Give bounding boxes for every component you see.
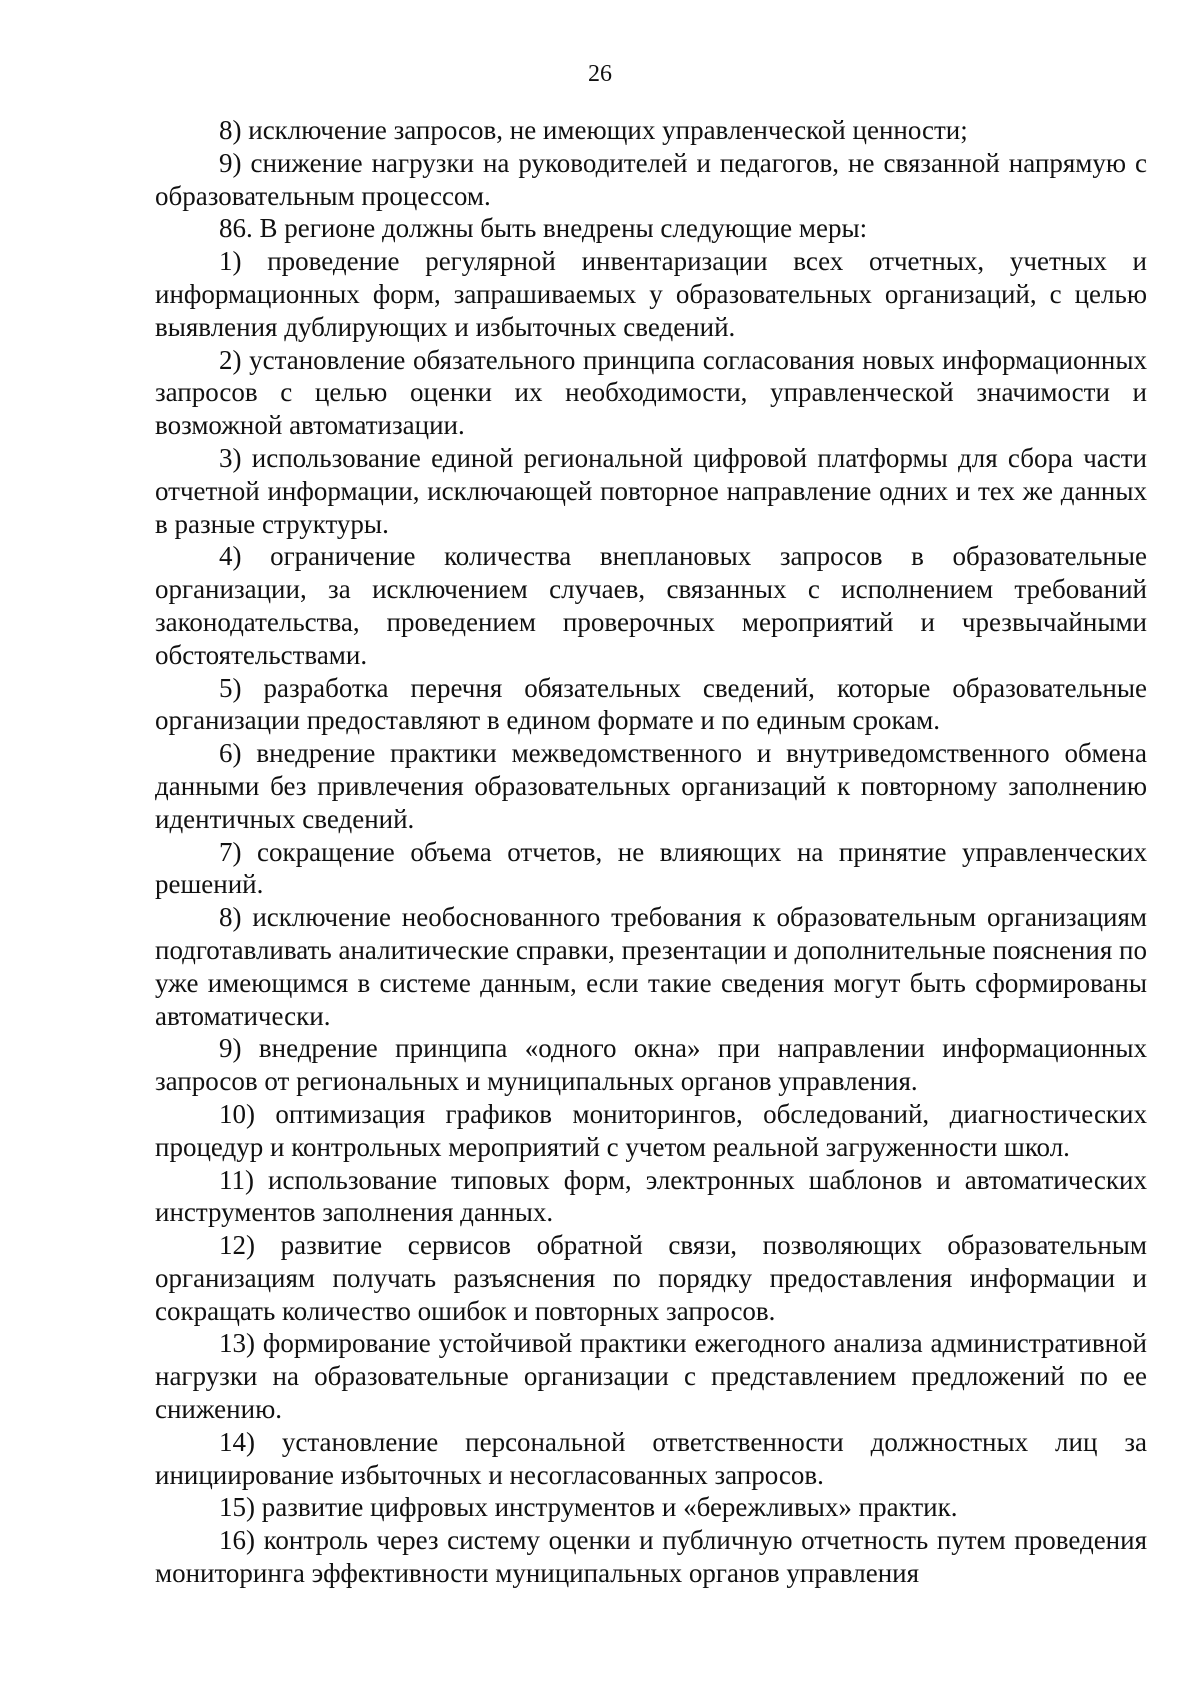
measure-12: 12) развитие сервисов обратной связи, позволяющих образовательным организациям получать разъяснения по порядку предоставления информации и сокращать количество ошибок и повторных запросов. — [155, 1230, 1147, 1326]
measure-14: 14) установление персональной ответственности должностных лиц за инициирование избыточных и несогласованных запросов. — [155, 1426, 1147, 1490]
measure-4: 4) ограничение количества внеплановых запросов в образовательные организации, за исключением случаев, связанных с исполнением требований законодательства, проведением проверочных мероприятий и чрезвычайными обстоятельствами. — [155, 541, 1147, 670]
measure-13: 13) формирование устойчивой практики ежегодного анализа административной нагрузки на образовательные организации с представлением предложений по ее снижению. — [155, 1328, 1147, 1425]
document-body — [155, 114, 1147, 1590]
measure-7: 7) сокращение объема отчетов, не влияющих на принятие управленческих решений. — [155, 836, 1147, 900]
paragraph-86-heading: 86. В регионе должны быть внедрены следующие меры: — [219, 213, 868, 244]
measure-15: 15) развитие цифровых инструментов и «бережливых» практик. — [219, 1492, 958, 1523]
measure-16: 16) контроль через систему оценки и публичную отчетность путем проведения мониторинга эффективности муниципальных органов управления — [155, 1525, 1147, 1589]
measure-6: 6) внедрение практики межведомственного и внутриведомственного обмена данными без привлечения образовательных организаций к повторному заполнению идентичных сведений. — [155, 738, 1147, 834]
measure-11: 11) использование типовых форм, электронных шаблонов и автоматических инструментов заполнения данных. — [155, 1164, 1147, 1228]
measure-5: 5) разработка перечня обязательных сведений, которые образовательные организации предоставляют в едином формате и по единым срокам. — [155, 672, 1147, 736]
paragraph-item-8: 8) исключение запросов, не имеющих управленческой ценности; — [219, 115, 968, 145]
paragraph-item-9: 9) снижение нагрузки на руководителей и педагогов, не связанной напрямую с образовательным процессом. — [155, 147, 1147, 211]
measure-3: 3) использование единой региональной цифровой платформы для сбора части отчетной информации, исключающей повторное направление одних и тех же данных в разные структуры. — [155, 442, 1147, 539]
measure-10: 10) оптимизация графиков мониторингов, обследований, диагностических процедур и контрольных мероприятий с учетом реальной загруженности школ. — [155, 1098, 1147, 1162]
measure-1: 1) проведение регулярной инвентаризации всех отчетных, учетных и информационных форм, запрашиваемых у образовательных организаций, с целью выявления дублирующих и избыточных сведений. — [155, 246, 1147, 342]
page-number: 26 — [588, 61, 612, 87]
measure-2: 2) установление обязательного принципа согласования новых информационных запросов с целью оценки их необходимости, управленческой значимости и возможной автоматизации. — [155, 344, 1147, 441]
measure-9: 9) внедрение принципа «одного окна» при направлении информационных запросов от региональных и муниципальных органов управления. — [155, 1033, 1147, 1097]
measure-8: 8) исключение необоснованного требования к образовательным организациям подготавливать аналитические справки, презентации и дополнительные пояснения по уже имеющимся в системе данным, если такие сведения могут быть сформированы автоматически. — [155, 902, 1147, 1031]
